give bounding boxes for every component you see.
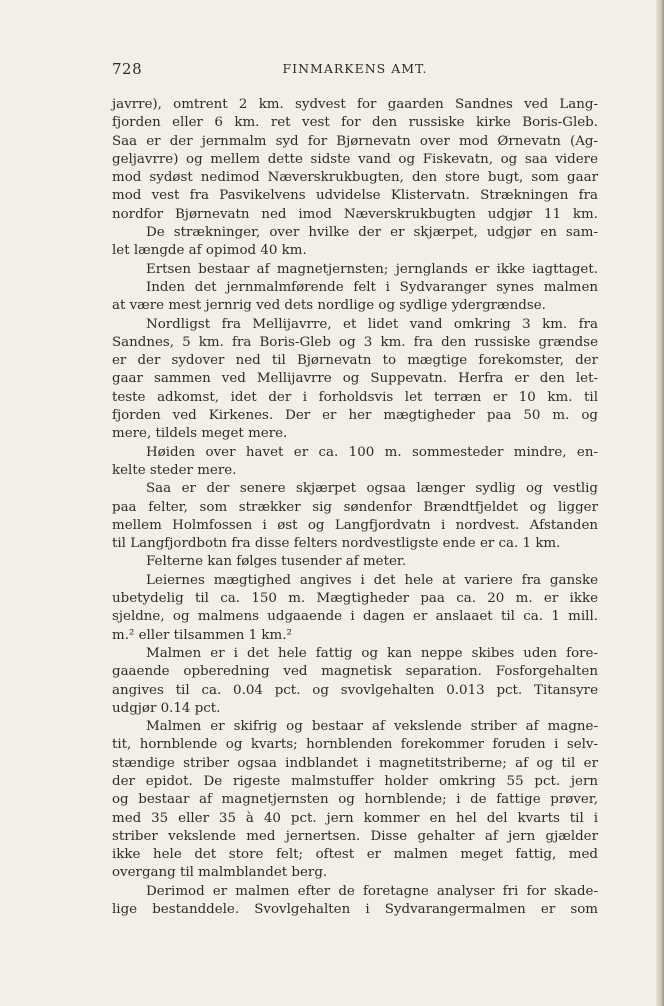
- text-line: ikke hele det store felt; oftest er malmen meget fattig, med: [112, 847, 598, 863]
- text-line: De strækninger, over hvilke der er skjærpet, udgjør en sam-: [146, 225, 598, 241]
- text-line: lige bestanddele. Svovlgehalten i Sydvarangermalmen er som: [112, 902, 598, 918]
- text-line: teste adkomst, idet der i forholdsvis let terræn er 10 km. til: [112, 389, 598, 405]
- text-line: tit, hornblende og kvarts; hornblenden forekommer foruden i selv-: [112, 737, 598, 753]
- text-line: striber vekslende med jernertsen. Disse gehalter af jern gjælder: [112, 828, 598, 844]
- text-line: med 35 eller 35 à 40 pct. jern kommer en hel del kvarts til i: [112, 810, 598, 826]
- text-line: mellem Holmfossen i øst og Langfjordvatn i nordvest. Afstanden: [112, 517, 598, 533]
- text-line: Saa er der jernmalm syd for Bjørnevatn over mod Ørnevatn (Ag-: [112, 133, 598, 149]
- text-line: og bestaar af magnetjernsten og hornblende; i de fattige prøver,: [112, 792, 598, 808]
- text-line: Sandnes, 5 km. fra Boris-Gleb og 3 km. fra den russiske grændse: [112, 334, 598, 350]
- text-line: Malmen er skifrig og bestaar af vekslende striber af magne-: [146, 719, 598, 735]
- text-line: fjorden ved Kirkenes. Der er her mægtigheder paa 50 m. og: [112, 408, 598, 424]
- text-line: gaar sammen ved Mellijavrre og Suppevatn. Herfra er den let-: [112, 371, 598, 387]
- text-line: Ertsen bestaar af magnetjernsten; jernglands er ikke iagttaget.: [146, 261, 598, 277]
- text-line: overgang til malmblandet berg.: [112, 865, 328, 881]
- text-line: fjorden eller 6 km. ret vest for den russiske kirke Boris-Gleb.: [112, 115, 598, 131]
- page-header: [112, 60, 598, 80]
- text-line: mod vest fra Pasvikelvens udvidelse Klistervatn. Strækningen fra: [112, 188, 598, 204]
- text-line: Malmen er i det hele fattig og kan neppe skibes uden fore-: [146, 645, 598, 661]
- text-line: Nordligst fra Mellijavrre, et lidet vand omkring 3 km. fra: [146, 316, 598, 332]
- text-line: let længde af opimod 40 km.: [112, 243, 307, 259]
- text-line: udgjør 0.14 pct.: [112, 700, 221, 716]
- text-line: angives til ca. 0.04 pct. og svovlgehalten 0.013 pct. Titansyre: [112, 682, 598, 698]
- page-number: 728: [112, 60, 143, 78]
- text-line: javrre), omtrent 2 km. sydvest for gaarden Sandnes ved Lang-: [112, 97, 598, 112]
- text-line: mere, tildels meget mere.: [112, 426, 288, 442]
- text-line: m.² eller tilsammen 1 km.²: [112, 627, 292, 643]
- text-line: Saa er der senere skjærpet ogsaa længer sydlig og vestlig: [146, 481, 598, 497]
- text-line: Felterne kan følges tusender af meter.: [146, 554, 407, 570]
- text-line: kelte steder mere.: [112, 462, 237, 478]
- text-line: geljavrre) og mellem dette sidste vand og Fiskevatn, og saa videre: [112, 151, 598, 167]
- text-line: at være mest jernrig ved dets nordlige og sydlige ydergrændse.: [112, 298, 546, 314]
- text-line: paa felter, som strækker sig søndenfor Brændtfjeldet og ligger: [112, 499, 598, 515]
- text-line: der epidot. De rigeste malmstuffer holder omkring 55 pct. jern: [112, 773, 598, 789]
- running-title: FINMARKENS AMT.: [282, 61, 428, 76]
- text-line: nordfor Bjørnevatn ned imod Næverskrukbugten udgjør 11 km.: [112, 206, 598, 222]
- text-line: Inden det jernmalmførende felt i Sydvaranger synes malmen: [146, 279, 598, 295]
- text-line: sjeldne, og malmens udgaaende i dagen er anslaaet til ca. 1 mill.: [112, 609, 598, 625]
- text-line: gaaende opberedning ved magnetisk separation. Fosforgehalten: [112, 664, 598, 680]
- text-line: ubetydelig til ca. 150 m. Mægtigheder paa ca. 20 m. er ikke: [112, 591, 598, 607]
- text-line: stændige striber ogsaa indblandet i magnetitstriberne; af og til er: [112, 755, 598, 771]
- text-line: Høiden over havet er ca. 100 m. sommesteder mindre, en-: [146, 444, 598, 460]
- body-text: [112, 96, 598, 919]
- text-line: Leiernes mægtighed angives i det hele at variere fra ganske: [146, 572, 598, 588]
- text-line: til Langfjordbotn fra disse felters nordvestligste ende er ca. 1 km.: [112, 536, 561, 552]
- text-line: mod sydøst nedimod Næverskrukbugten, den store bugt, som gaar: [112, 170, 598, 186]
- text-line: er der sydover ned til Bjørnevatn to mægtige forekomster, der: [112, 353, 598, 369]
- text-line: Derimod er malmen efter de foretagne analyser fri for skade-: [146, 883, 598, 899]
- page-edge: [656, 0, 664, 1006]
